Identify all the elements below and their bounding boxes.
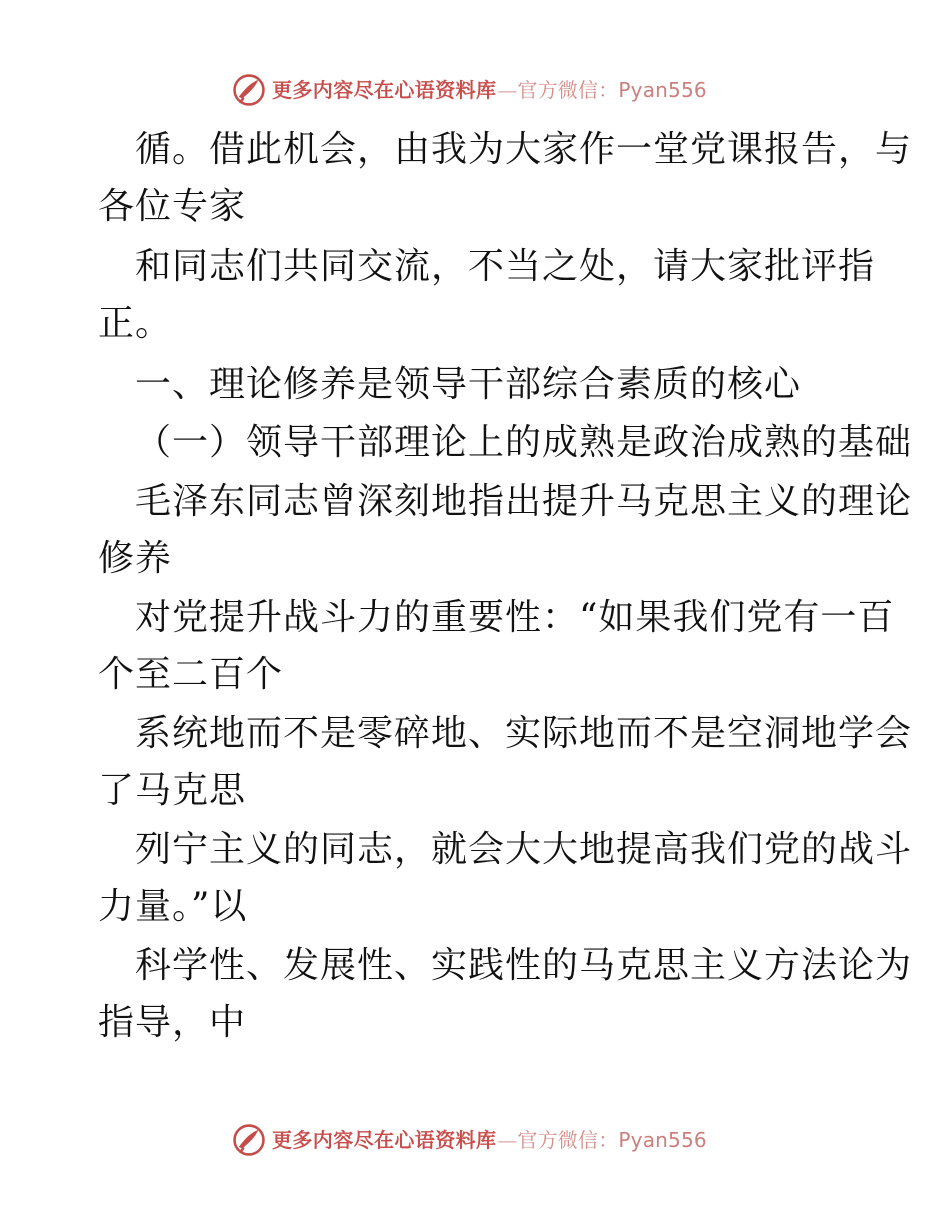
document-line-4: 正。 bbox=[98, 303, 173, 344]
document-line-12: 了马克思 bbox=[98, 770, 247, 811]
document-line-15: 科学性、发展性、实践性的马克思主义方法论为 bbox=[135, 945, 913, 986]
document-line-13: 列宁主义的同志，就会大大地提高我们党的战斗 bbox=[135, 829, 913, 870]
document-line-7: 毛泽东同志曾深刻地指出提升马克思主义的理论 bbox=[135, 481, 913, 522]
document-line-9: 对党提升战斗力的重要性：“如果我们党有一百 bbox=[135, 597, 895, 638]
watermark-separator: — bbox=[497, 78, 518, 102]
document-line-8: 修养 bbox=[98, 538, 173, 579]
watermark-wechat-id: Pyan556 bbox=[618, 78, 707, 102]
watermark-separator: — bbox=[497, 1128, 518, 1152]
header-watermark bbox=[232, 72, 707, 108]
subsection-heading: （一）领导干部理论上的成熟是政治成熟的基础 bbox=[135, 422, 913, 463]
document-line-14: 力量。”以 bbox=[98, 886, 248, 927]
watermark-main-text: 更多内容尽在心语资料库 bbox=[272, 78, 497, 102]
document-line-2: 各位专家 bbox=[98, 186, 247, 227]
document-line-1: 循。借此机会，由我为大家作一堂党课报告，与 bbox=[135, 129, 913, 170]
watermark-main-text: 更多内容尽在心语资料库 bbox=[272, 1128, 497, 1152]
footer-watermark bbox=[232, 1122, 707, 1158]
document-line-11: 系统地而不是零碎地、实际地而不是空洞地学会 bbox=[135, 713, 913, 754]
logo-icon bbox=[232, 1123, 266, 1157]
document-line-3: 和同志们共同交流，不当之处，请大家批评指 bbox=[135, 246, 876, 287]
document-line-16: 指导，中 bbox=[98, 1002, 247, 1043]
watermark-text bbox=[272, 80, 707, 100]
watermark-wechat-label: 官方微信： bbox=[517, 78, 619, 102]
document-line-10: 个至二百个 bbox=[98, 654, 284, 695]
watermark-wechat-id: Pyan556 bbox=[618, 1128, 707, 1152]
logo-icon bbox=[232, 73, 266, 107]
watermark-text bbox=[272, 1130, 707, 1150]
section-heading: 一、理论修养是领导干部综合素质的核心 bbox=[135, 364, 802, 405]
watermark-wechat-label: 官方微信： bbox=[517, 1128, 619, 1152]
